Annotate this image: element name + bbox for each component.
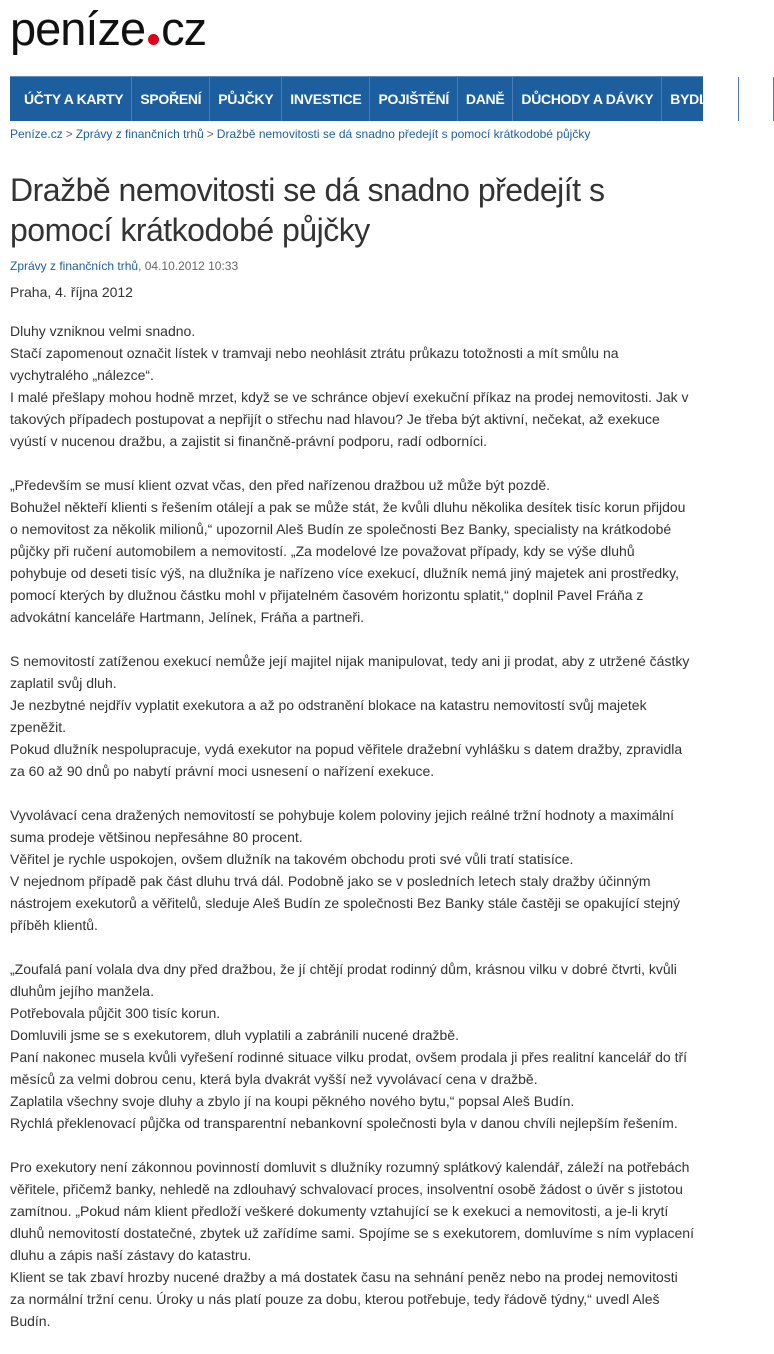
- breadcrumb-section-link[interactable]: Zprávy z finančních trhů: [75, 127, 204, 141]
- article-meta: Zprávy z finančních trhů, 04.10.2012 10:33: [10, 259, 239, 273]
- article-paragraph: [10, 320, 695, 452]
- article-text-line: „Především se musí klient ozvat včas, den před nařízenou dražbou už může být pozdě.: [10, 477, 551, 493]
- main-navigation: [10, 76, 765, 121]
- article-text-line: Pokud dlužník nespolupracuje, vydá exekutor na popud věřitele dražební vyhlášku s datem dražby, zpravidla za 60 až 90 dnů po nabytí právní moci usnesení o nařízení exekuce.: [10, 741, 683, 779]
- article-text-line: Stačí zapomenout označit lístek v tramvaji nebo neohlásit ztrátu průkazu totožnosti a mít smůlu na vychytralého „nálezce“.: [10, 345, 619, 383]
- article-text-line: V nejednom případě pak část dluhu trvá dál. Podobně jako se v posledních letech staly dražby účinným nástrojem exekutorů a věřitelů, sleduje Aleš Budín ze společnosti Bez Banky stále častěji se opakující stejný příběh klientů.: [10, 873, 681, 933]
- logo-dot-icon: [148, 34, 159, 45]
- article-text-line: Paní nakonec musela kvůli vyřešení rodinné situace vilku prodat, ovšem prodala ji přes realitní kancelář do tří měsíců za velmi dobrou cenu, která byla dvakrát vyšší než vyvolávací cena v dražbě.: [10, 1049, 688, 1087]
- logo-text-tld: cz: [161, 2, 207, 55]
- nav-item-truncated[interactable]: ZA: [739, 77, 774, 121]
- article-text-line: Bohužel někteří klienti s řešením otálejí a pak se může stát, že kvůli dluhu několika desítek tisíc korun přijdou o nemovitost za několik milionů,“ upozornil Aleš Budín ze společnosti Bez Banky, specialisty na krátkodobé půjčky při ručení automobilem a nemovitostí. „Za modelové lze považovat případy, kdy se výše dluhů pohybuje od deseti tisíc výš, na dlužníka je nařízeno více exekucí, dlužník nemá jiný majetek ani prostředky, pomocí kterých by dlužnou částku mohl v přijatelném časovém horizontu splatit,“ doplnil Pavel Fráňa z advokátní kanceláře Hartmann, Jelínek, Fráňa a partneři.: [10, 499, 686, 625]
- article-paragraph: [10, 474, 695, 628]
- breadcrumb: [10, 127, 590, 141]
- article-text-line: Je nezbytné nejdřív vyplatit exekutora a až po odstranění blokace na katastru nemovitostí svůj majetek zpeněžit.: [10, 697, 647, 735]
- logo-text-main: peníze: [10, 2, 146, 55]
- article-title: Dražbě nemovitosti se dá snadno předejít s pomocí krátkodobé půjčky: [10, 172, 605, 248]
- breadcrumb-separator: >: [65, 127, 73, 141]
- article-text-line: Rychlá překlenovací půjčka od transparentní nebankovní společnosti byla v danou chvíli nejlepším řešením.: [10, 1115, 678, 1131]
- article-paragraph: [10, 1156, 695, 1332]
- article-text-line: Potřebovala půjčit 300 tisíc korun.: [10, 1005, 221, 1021]
- article-text-line: Dluhy vzniknou velmi snadno.: [10, 323, 196, 339]
- article-paragraph: [10, 804, 695, 936]
- article-text-line: I malé přešlapy mohou hodně mrzet, když se ve schránce objeví exekuční příkaz na prodej nemovitosti. Jak v takových případech postupovat a nepřijít o střechu nad hlavou? Je třeba být aktivní, nečekat, až exekuce vyústí v nucenou dražbu, a zajistit si finančně-právní podporu, radí odborníci.: [10, 389, 689, 449]
- nav-item-dane[interactable]: DANĚ: [458, 77, 513, 121]
- article-paragraph: [10, 958, 695, 1134]
- article-paragraph: [10, 650, 695, 782]
- site-logo[interactable]: [10, 4, 206, 54]
- article-text-line: S nemovitostí zatíženou exekucí nemůže její majitel nijak manipulovat, tedy ani ji prodat, aby z utržené částky zaplatil svůj dluh.: [10, 653, 690, 691]
- article-category-link[interactable]: Zprávy z finančních trhů: [10, 259, 139, 273]
- article-text-line: Klient se tak zbaví hrozby nucené dražby a má dostatek času na sehnání peněz nebo na prodej nemovitosti za normální tržní cenu. Úroky u nás platí pouze za dobu, kterou potřebuje, tedy řádově týdny,“ uvedl Aleš Budín.: [10, 1269, 678, 1329]
- nav-item-duchody-a-davky[interactable]: DŮCHODY A DÁVKY: [513, 77, 662, 121]
- article-text-line: Pro exekutory není zákonnou povinností domluvit s dlužníky rozumný splátkový kalendář, záleží na potřebách věřitele, přičemž banky, nehledě na zdlouhavý schvalovací proces, insolventní osobě žádost o úvěr s jistotou zamítnou. „Pokud nám klient předloží veškeré dokumenty vztahující se k exekuci a nemovitosti, a je-li krytí dluhů nemovitostí dostatečné, zbytek už zařídíme sami. Spojíme se s exekutorem, domluvíme s ním vyplacení dluhu a zápis naší zástavy do katastru.: [10, 1159, 694, 1263]
- nav-item-investice[interactable]: INVESTICE: [282, 77, 370, 121]
- breadcrumb-current: Dražbě nemovitosti se dá snadno předejít s pomocí krátkodobé půjčky: [216, 127, 591, 141]
- article-text-line: Domluvili jsme se s exekutorem, dluh vyplatili a zabránili nucené dražbě.: [10, 1027, 459, 1043]
- article-body: [10, 320, 695, 1354]
- nav-item-sporeni[interactable]: SPOŘENÍ: [132, 77, 210, 121]
- article-text-line: „Zoufalá paní volala dva dny před dražbou, že jí chtějí prodat rodinný dům, krásnou vilku v dobré čtvrti, kvůli dluhům jejího manžela.: [10, 961, 677, 999]
- nav-item-pujcky[interactable]: PŮJČKY: [210, 77, 282, 121]
- article-dateline: Praha, 4. října 2012: [10, 284, 133, 300]
- article-text-line: Vyvolávací cena dražených nemovitostí se pohybuje kolem poloviny jejich reálné tržní hodnoty a maximální suma prodeje většinou nepřesáhne 80 procent.: [10, 807, 675, 845]
- breadcrumb-separator: >: [206, 127, 214, 141]
- article-date: 04.10.2012 10:33: [144, 259, 239, 273]
- article-text-line: Věřitel je rychle uspokojen, ovšem dlužník na takovém obchodu proti své vůli tratí statisíce.: [10, 851, 574, 867]
- nav-item-bydleni[interactable]: BYDLENÍ: [662, 77, 738, 121]
- nav-item-pojisteni[interactable]: POJIŠTĚNÍ: [370, 77, 457, 121]
- breadcrumb-home-link[interactable]: Peníze.cz: [10, 127, 63, 141]
- article-text-line: Zaplatila všechny svoje dluhy a zbylo jí na koupi pěkného nového bytu,“ popsal Aleš Budín.: [10, 1093, 575, 1109]
- nav-item-ucty-a-karty[interactable]: ÚČTY A KARTY: [10, 77, 132, 121]
